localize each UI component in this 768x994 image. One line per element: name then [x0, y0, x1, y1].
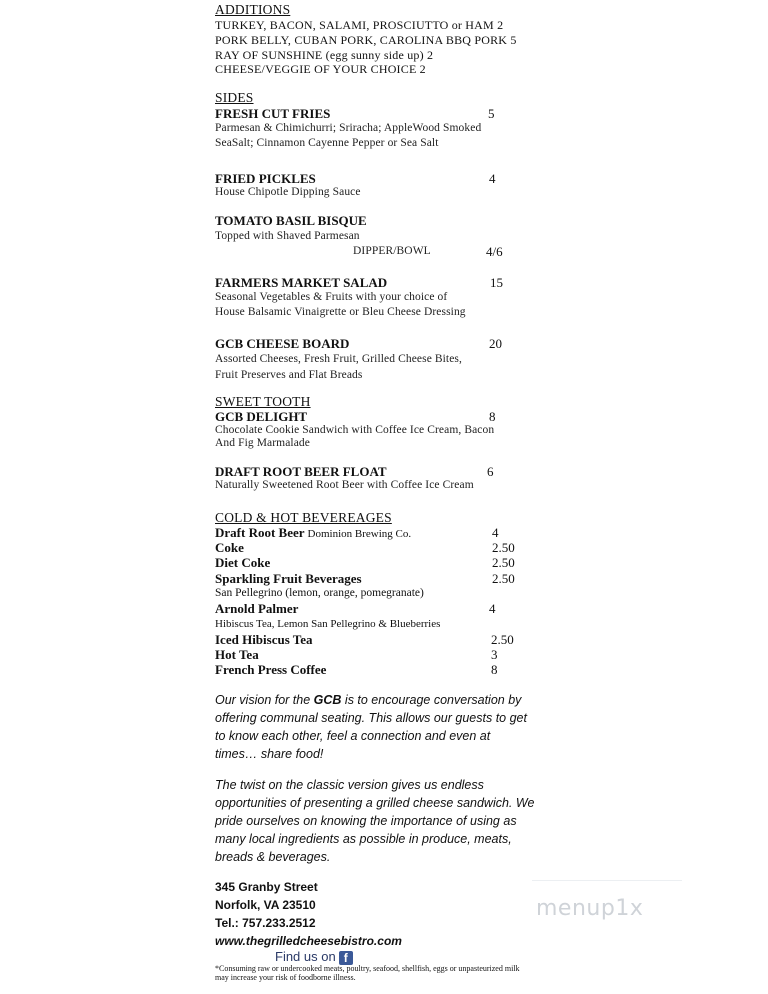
- sides-heading: SIDES: [215, 90, 254, 105]
- phone-number: Tel.: 757.233.2512: [215, 916, 316, 930]
- beverage-name: Diet Coke: [215, 555, 271, 570]
- vision-text-end: is to encourage conversation by offering communal seating. This allows our guests to get to know each other, feel a connection and even at times… share food!: [215, 693, 527, 761]
- beverage-price: 4: [492, 525, 499, 540]
- find-us-label: Find us on: [275, 949, 336, 964]
- watermark-line: [532, 880, 682, 881]
- food-safety-disclaimer: *Consuming raw or undercooked meats, poultry, seafood, shellfish, eggs or unpasteurized milk may increase your risk of foodborne illness.: [215, 964, 520, 982]
- beverage-note: Dominion Brewing Co.: [307, 528, 412, 540]
- item-price: 20: [489, 336, 502, 351]
- item-description: Parmesan & Chimichurri; Sriracha; AppleWood Smoked: [215, 122, 482, 134]
- item-description: Seasonal Vegetables & Fruits with your choice of: [215, 291, 448, 303]
- vision-text-start: Our vision for the: [215, 693, 314, 707]
- item-description: House Chipotle Dipping Sauce: [215, 186, 361, 198]
- item-price: 8: [489, 409, 496, 424]
- item-price: 6: [487, 464, 494, 479]
- item-description: House Balsamic Vinaigrette or Bleu Cheese Dressing: [215, 306, 466, 318]
- beverage-name: Draft Root Beer: [215, 525, 305, 540]
- beverages-heading: COLD & HOT BEVEREAGES: [215, 510, 392, 525]
- beverage-name: Arnold Palmer: [215, 601, 299, 616]
- menupix-watermark: menup1x: [536, 896, 644, 921]
- beverage-name: French Press Coffee: [215, 662, 327, 677]
- item-description: SeaSalt; Cinnamon Cayenne Pepper or Sea Salt: [215, 137, 439, 149]
- item-description: Chocolate Cookie Sandwich with Coffee Ice Cream, Bacon: [215, 424, 495, 436]
- item-name: FRIED PICKLES: [215, 171, 316, 186]
- website-link[interactable]: www.thegrilledcheesebistro.com: [215, 934, 402, 948]
- beverage-price: 4: [489, 601, 496, 616]
- beverage-name: Coke: [215, 540, 244, 555]
- beverage-subtext: Hibiscus Tea, Lemon San Pellegrino & Blueberries: [215, 618, 441, 630]
- additions-line: RAY OF SUNSHINE (egg sunny side up) 2: [215, 48, 434, 62]
- address-city: Norfolk, VA 23510: [215, 898, 316, 912]
- beverage-price: 8: [491, 662, 498, 677]
- item-name: GCB DELIGHT: [215, 409, 308, 424]
- additions-line: PORK BELLY, CUBAN PORK, CAROLINA BBQ PORK 5: [215, 33, 517, 47]
- item-description: Fruit Preserves and Flat Breads: [215, 369, 363, 381]
- item-price: 4: [489, 171, 496, 186]
- item-description: Naturally Sweetened Root Beer with Coffee Ice Cream: [215, 479, 474, 491]
- item-description: Topped with Shaved Parmesan: [215, 230, 360, 242]
- find-us-on-facebook[interactable]: [275, 949, 353, 965]
- additions-heading: ADDITIONS: [215, 2, 291, 17]
- item-name: GCB CHEESE BOARD: [215, 336, 350, 351]
- item-price: 4/6: [486, 244, 503, 259]
- beverage-price: 2.50: [492, 555, 515, 570]
- item-name: TOMATO BASIL BISQUE: [215, 213, 367, 228]
- beverage-name: Sparkling Fruit Beverages: [215, 571, 362, 586]
- beverage-row: [215, 525, 411, 541]
- vision-paragraph: [215, 691, 535, 763]
- sweet-tooth-heading: SWEET TOOTH: [215, 394, 311, 409]
- address-street: 345 Granby Street: [215, 880, 318, 894]
- beverage-price: 3: [491, 647, 498, 662]
- beverage-name: Hot Tea: [215, 647, 259, 662]
- item-sizes: DIPPER/BOWL: [353, 245, 431, 257]
- additions-line: CHEESE/VEGGIE OF YOUR CHOICE 2: [215, 62, 426, 76]
- item-name: FRESH CUT FRIES: [215, 106, 331, 121]
- item-price: 15: [490, 275, 503, 290]
- vision-brand: GCB: [313, 693, 342, 707]
- item-name: DRAFT ROOT BEER FLOAT: [215, 464, 387, 479]
- facebook-icon: f: [339, 951, 353, 965]
- beverage-price: 2.50: [492, 540, 515, 555]
- item-price: 5: [488, 106, 495, 121]
- item-description: And Fig Marmalade: [215, 437, 310, 449]
- additions-line: TURKEY, BACON, SALAMI, PROSCIUTTO or HAM 2: [215, 18, 504, 32]
- beverage-price: 2.50: [491, 632, 514, 647]
- item-name: FARMERS MARKET SALAD: [215, 275, 388, 290]
- beverage-name: Iced Hibiscus Tea: [215, 632, 313, 647]
- twist-paragraph: The twist on the classic version gives us endless opportunities of presenting a grilled cheese sandwich. We pride ourselves on knowing the importance of using as many local ingredients as possible in produce, meats, breads & beverages.: [215, 778, 535, 864]
- beverage-subtext: San Pellegrino (lemon, orange, pomegranate): [215, 587, 424, 599]
- beverage-price: 2.50: [492, 571, 515, 586]
- item-description: Assorted Cheeses, Fresh Fruit, Grilled Cheese Bites,: [215, 353, 462, 365]
